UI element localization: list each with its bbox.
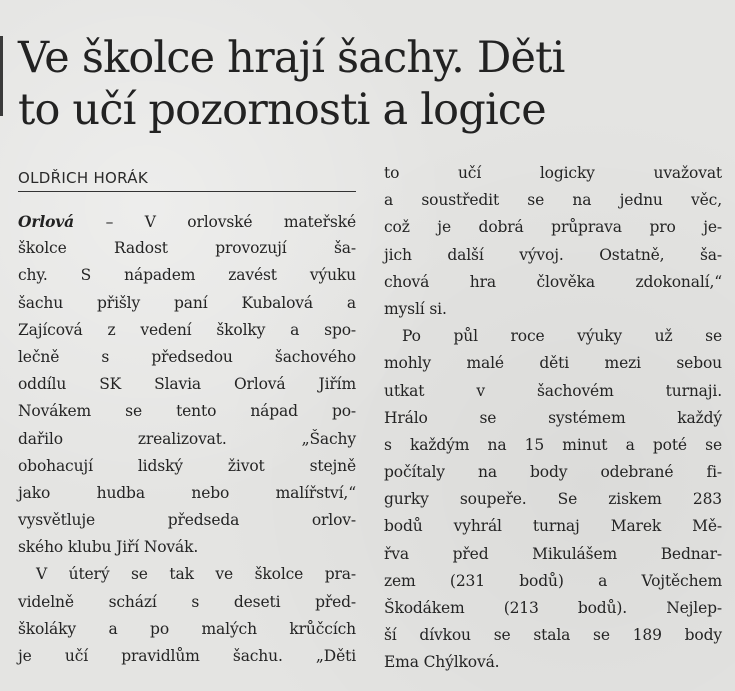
article-column-1 bbox=[18, 208, 356, 670]
column-1-line: jako hudba nebo malířství,“ bbox=[18, 483, 356, 502]
column-1-line: dařilo zrealizovat. „Šachy bbox=[18, 429, 356, 448]
headline-line-2: to učí pozornosti a logice bbox=[18, 85, 546, 135]
column-1-line: je učí pravidlům šachu. „Děti bbox=[18, 647, 356, 665]
column-2-line: chová hra člověka zdokonalí,“ bbox=[384, 272, 722, 291]
headline bbox=[18, 32, 718, 136]
column-2-line: řva před Mikulášem Bednar- bbox=[384, 544, 722, 563]
column-1-line: vysvětluje předseda orlov- bbox=[18, 511, 356, 530]
headline-line-1: Ve školce hrají šachy. Děti bbox=[18, 33, 565, 83]
column-1-line: Zajícová z vedení školky a spo- bbox=[18, 320, 356, 339]
column-2-line: Ema Chýlková. bbox=[384, 653, 500, 672]
column-2-line: a soustředit se na jednu věc, bbox=[384, 191, 722, 210]
column-1-line: školáky a po malých krůčcích bbox=[18, 619, 356, 638]
column-1-line: školce Radost provozují ša- bbox=[18, 239, 356, 258]
column-2-line: ší dívkou se stala se 189 body bbox=[384, 626, 722, 645]
column-2-line: zem (231 bodů) a Vojtěchem bbox=[384, 571, 722, 590]
column-2-line: Po půl roce výuky už se bbox=[402, 327, 722, 346]
column-1-line: chy. S nápadem zavést výuku bbox=[18, 266, 356, 285]
column-2-line: gurky soupeře. Se ziskem 283 bbox=[384, 490, 722, 509]
column-2-line: Škodákem (213 bodů). Nejlep- bbox=[384, 599, 722, 617]
column-2-line: s každým na 15 minut a poté se bbox=[384, 435, 722, 454]
column-1-line: videlně schází s deseti před- bbox=[18, 592, 356, 611]
column-1-line: lečně s předsedou šachového bbox=[18, 347, 356, 366]
column-2-line: myslí si. bbox=[384, 299, 447, 318]
column-1-line: oddílu SK Slavia Orlová Jiřím bbox=[18, 375, 356, 394]
dateline-place: Orlová bbox=[18, 212, 75, 231]
column-2-line: jich další vývoj. Ostatně, ša- bbox=[384, 245, 722, 264]
byline: OLDŘICH HORÁK bbox=[18, 169, 356, 192]
column-2-line: bodů vyhrál turnaj Marek Mě- bbox=[384, 517, 722, 536]
column-2-line: utkat v šachovém turnaji. bbox=[384, 381, 722, 400]
column-1-line: Novákem se tento nápad po- bbox=[18, 402, 356, 421]
column-2-line: počítaly na body odebrané fi- bbox=[384, 463, 722, 482]
column-2-line: Hrálo se systémem každý bbox=[384, 408, 722, 427]
column-2-line: což je dobrá průprava pro je- bbox=[384, 218, 722, 237]
column-1-line bbox=[18, 208, 356, 235]
column-1-line: V úterý se tak ve školce pra- bbox=[36, 565, 356, 584]
column-2-line: mohly malé děti mezi sebou bbox=[384, 354, 722, 373]
column-1-line: šachu přišly paní Kubalová a bbox=[18, 293, 356, 312]
left-column-rule bbox=[0, 36, 3, 116]
column-1-line: obohacují lidský život stejně bbox=[18, 456, 356, 475]
column-2-line: to učí logicky uvažovat bbox=[384, 164, 722, 182]
dateline-rest: – V orlovské mateřské bbox=[74, 213, 356, 231]
article-column-2 bbox=[384, 160, 722, 677]
column-1-line: ského klubu Jiří Novák. bbox=[18, 538, 199, 557]
